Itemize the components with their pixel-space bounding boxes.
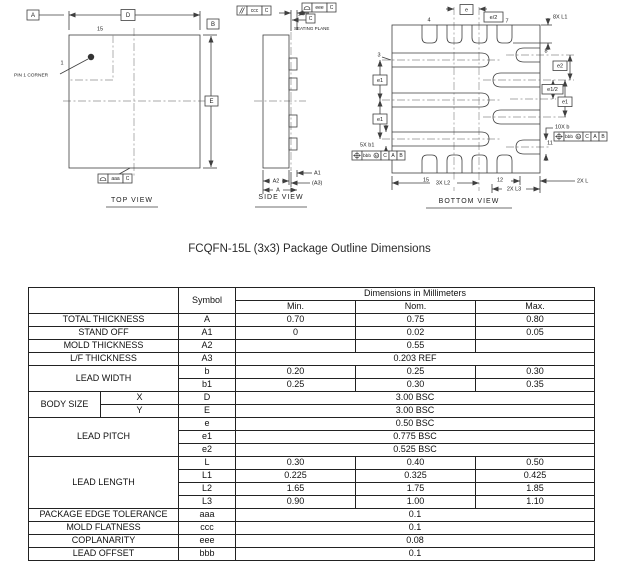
pin4-number: 4: [427, 17, 431, 24]
min-cell: 1.65: [236, 483, 356, 496]
fcf-tol: bbb: [564, 135, 574, 141]
dim-a-label: A: [276, 187, 280, 194]
fcf-datum: B: [399, 153, 403, 160]
symbol-cell: L1: [179, 470, 236, 483]
symbol-cell: e2: [179, 444, 236, 457]
pin3-number: 3: [377, 52, 381, 59]
row-label-cell: MOLD THICKNESS: [29, 340, 179, 353]
seating-plane-label: SEATING PLANE: [294, 26, 330, 32]
pin1-number: 1: [60, 60, 64, 67]
pin8-number: 8: [544, 48, 548, 55]
value-cell: 0.1: [236, 522, 595, 535]
table-row: [29, 366, 595, 379]
page-title: FCQFN-15L (3x3) Package Outline Dimensions: [188, 243, 431, 255]
value-cell: 0.1: [236, 509, 595, 522]
thickness-dimensions: [263, 170, 323, 194]
row-label-cell: LEAD LENGTH: [29, 457, 179, 509]
max-cell: 1.85: [476, 483, 595, 496]
symbol-cell: ccc: [179, 522, 236, 535]
dim-e-half-label: e/2: [489, 14, 498, 21]
pin15-number: 15: [96, 26, 104, 33]
dim-l1-label: 8X L1: [553, 14, 568, 21]
min-cell: 0.225: [236, 470, 356, 483]
dim-e2-label: e2: [556, 63, 564, 70]
row-label-cell: TOTAL THICKNESS: [29, 314, 179, 327]
top-view-label: TOP VIEW: [111, 196, 153, 204]
symbol-cell: L3: [179, 496, 236, 509]
svg-text:M: M: [576, 134, 580, 139]
table-header-row: [29, 288, 595, 301]
value-cell: 0.525 BSC: [236, 444, 595, 457]
dim-b-label: 10X b: [555, 124, 570, 131]
symbol-cell: eee: [179, 535, 236, 548]
max-cell: 0.05: [476, 327, 595, 340]
dim-d-label: D: [125, 13, 131, 20]
corner-cell: [29, 288, 179, 314]
max-cell: 0.80: [476, 314, 595, 327]
symbol-cell: A: [179, 314, 236, 327]
package-side-outline: [263, 35, 289, 168]
table-row: [29, 535, 595, 548]
row-label-cell: PACKAGE EDGE TOLERANCE: [29, 509, 179, 522]
b-position-fcf: [554, 132, 607, 141]
side-leads: [289, 58, 297, 150]
dimension-e1-left: [373, 60, 387, 139]
fcf-datum: C: [125, 176, 130, 183]
value-cell: 0.50 BSC: [236, 418, 595, 431]
datum-a-label: A: [30, 13, 36, 20]
min-cell: 0.30: [236, 457, 356, 470]
top-edge-pads: [422, 25, 512, 43]
value-cell: 0.08: [236, 535, 595, 548]
pin7-number: 7: [505, 18, 509, 25]
fcf-datum: A: [593, 134, 597, 141]
table-row: [29, 353, 595, 366]
sub-label-cell: X: [101, 392, 179, 405]
dimension-e2-e1-right: [542, 55, 572, 117]
nom-cell: 1.00: [356, 496, 476, 509]
value-cell: 0.775 BSC: [236, 431, 595, 444]
max-header-cell: Max.: [476, 301, 595, 314]
pin1-dot-icon: [88, 54, 94, 60]
svg-text:M: M: [374, 153, 378, 158]
symbol-cell: aaa: [179, 509, 236, 522]
table-row: [29, 340, 595, 353]
fcf-datum: C: [383, 153, 387, 160]
dim-b1-label: 5X b1: [360, 142, 375, 149]
symbol-cell: e1: [179, 431, 236, 444]
table-row: [29, 327, 595, 340]
symbol-cell: L: [179, 457, 236, 470]
dim-a2-label: A2: [272, 178, 280, 185]
dim-e1-half-label: e1/2: [547, 86, 558, 93]
top-view-drawing: [10, 0, 230, 220]
max-cell: 0.50: [476, 457, 595, 470]
fcf-datum: C: [264, 8, 269, 15]
value-cell: 3.00 BSC: [236, 405, 595, 418]
fcf-tol: eee: [315, 5, 324, 12]
max-cell: 0.30: [476, 366, 595, 379]
fcf-datum: B: [601, 134, 605, 141]
fcf-datum: A: [391, 153, 395, 160]
bottom-view-label: BOTTOM VIEW: [438, 197, 500, 205]
edge-tolerance-fcf: [98, 168, 132, 183]
nom-cell: 1.75: [356, 483, 476, 496]
value-cell: 0.1: [236, 548, 595, 561]
dim-e1-label: e1: [376, 77, 384, 84]
nom-cell: 0.30: [356, 379, 476, 392]
centerlines: [63, 28, 207, 177]
sub-label-cell: Y: [101, 405, 179, 418]
fcf-tol: bbb: [362, 154, 372, 160]
dimension-e-top: [446, 5, 503, 23]
dimension-d: [27, 10, 200, 31]
value-cell: 3.00 BSC: [236, 392, 595, 405]
coplanarity-fcf: [299, 3, 337, 16]
symbol-cell: e: [179, 418, 236, 431]
dim-e1-label: e1: [561, 99, 569, 106]
nom-header-cell: Nom.: [356, 301, 476, 314]
dim-a1-label: A1: [314, 170, 321, 177]
value-cell: 0.203 REF: [236, 353, 595, 366]
side-view-drawing: [230, 0, 355, 220]
pin1-corner-marker: [14, 26, 113, 80]
symbol-cell: L2: [179, 483, 236, 496]
dimension-l: [511, 176, 588, 185]
row-label-cell: COPLANARITY: [29, 535, 179, 548]
symbol-cell: A3: [179, 353, 236, 366]
fcf-tol: aaa: [111, 176, 120, 183]
dim-e-label: E: [209, 99, 214, 106]
left-bar-pads: [392, 53, 489, 146]
dims-title-cell: Dimensions in Millimeters: [236, 288, 595, 301]
side-view-label: SIDE VIEW: [258, 193, 304, 201]
fcf-datum: C: [329, 5, 334, 12]
min-header-cell: Min.: [236, 301, 356, 314]
table-row: [29, 548, 595, 561]
min-cell: 0.20: [236, 366, 356, 379]
seating-plane-callout: [292, 14, 329, 31]
max-cell: 1.10: [476, 496, 595, 509]
dimension-l2: [392, 176, 479, 190]
fcf-tol: ccc: [250, 8, 259, 15]
pin12-number: 12: [496, 177, 504, 184]
table-row: [29, 314, 595, 327]
symbol-cell: E: [179, 405, 236, 418]
dim-l2-label: 3X L2: [435, 180, 451, 187]
table-row: [29, 509, 595, 522]
symbol-cell: b: [179, 366, 236, 379]
min-cell: 0.70: [236, 314, 356, 327]
row-label-cell: L/F THICKNESS: [29, 353, 179, 366]
min-cell: 0: [236, 327, 356, 340]
row-label-cell: LEAD WIDTH: [29, 366, 179, 392]
dim-a3-label: (A3): [312, 180, 323, 187]
row-label-cell: BODY SIZE: [29, 392, 101, 418]
table-row: [29, 522, 595, 535]
dim-l-label: 2X L: [577, 178, 589, 185]
symbol-cell: A1: [179, 327, 236, 340]
fcf-datum: C: [585, 134, 589, 141]
table-row: [29, 418, 595, 431]
row-label-cell: MOLD FLATNESS: [29, 522, 179, 535]
symbol-header-cell: Symbol: [179, 288, 236, 314]
table-row: [29, 392, 595, 405]
nom-cell: 0.02: [356, 327, 476, 340]
row-label-cell: LEAD PITCH: [29, 418, 179, 457]
min-cell: [236, 340, 356, 353]
nom-cell: 0.325: [356, 470, 476, 483]
max-cell: 0.425: [476, 470, 595, 483]
pin1-corner-label: PIN 1 CORNER: [14, 73, 49, 79]
nom-cell: 0.55: [356, 340, 476, 353]
min-cell: 0.90: [236, 496, 356, 509]
mold-flatness-fcf: [237, 6, 271, 15]
right-side-pads: [493, 48, 540, 154]
dim-e1-label: e1: [376, 116, 384, 123]
nom-cell: 0.25: [356, 366, 476, 379]
pin11-number: 11: [547, 140, 553, 147]
dim-l3-label: 2X L3: [506, 186, 522, 193]
pin15-number: 15: [422, 177, 430, 184]
nom-cell: 0.40: [356, 457, 476, 470]
seating-datum-label: C: [308, 16, 313, 23]
symbol-cell: b1: [179, 379, 236, 392]
max-cell: [476, 340, 595, 353]
table-row: [29, 405, 595, 418]
dim-e-label: e: [464, 7, 469, 14]
datum-b-label: B: [210, 22, 216, 29]
b1-position-fcf: [352, 151, 405, 160]
symbol-cell: D: [179, 392, 236, 405]
row-label-cell: STAND OFF: [29, 327, 179, 340]
nom-cell: 0.75: [356, 314, 476, 327]
bottom-edge-pads: [422, 155, 512, 173]
symbol-cell: A2: [179, 340, 236, 353]
max-cell: 0.35: [476, 379, 595, 392]
bottom-view-drawing: [350, 0, 619, 220]
symbol-cell: bbb: [179, 548, 236, 561]
table-row: [29, 457, 595, 470]
centerlines: [382, 7, 574, 191]
row-label-cell: LEAD OFFSET: [29, 548, 179, 561]
dimensions-table: [28, 287, 595, 561]
min-cell: 0.25: [236, 379, 356, 392]
dimension-e: [203, 19, 219, 168]
